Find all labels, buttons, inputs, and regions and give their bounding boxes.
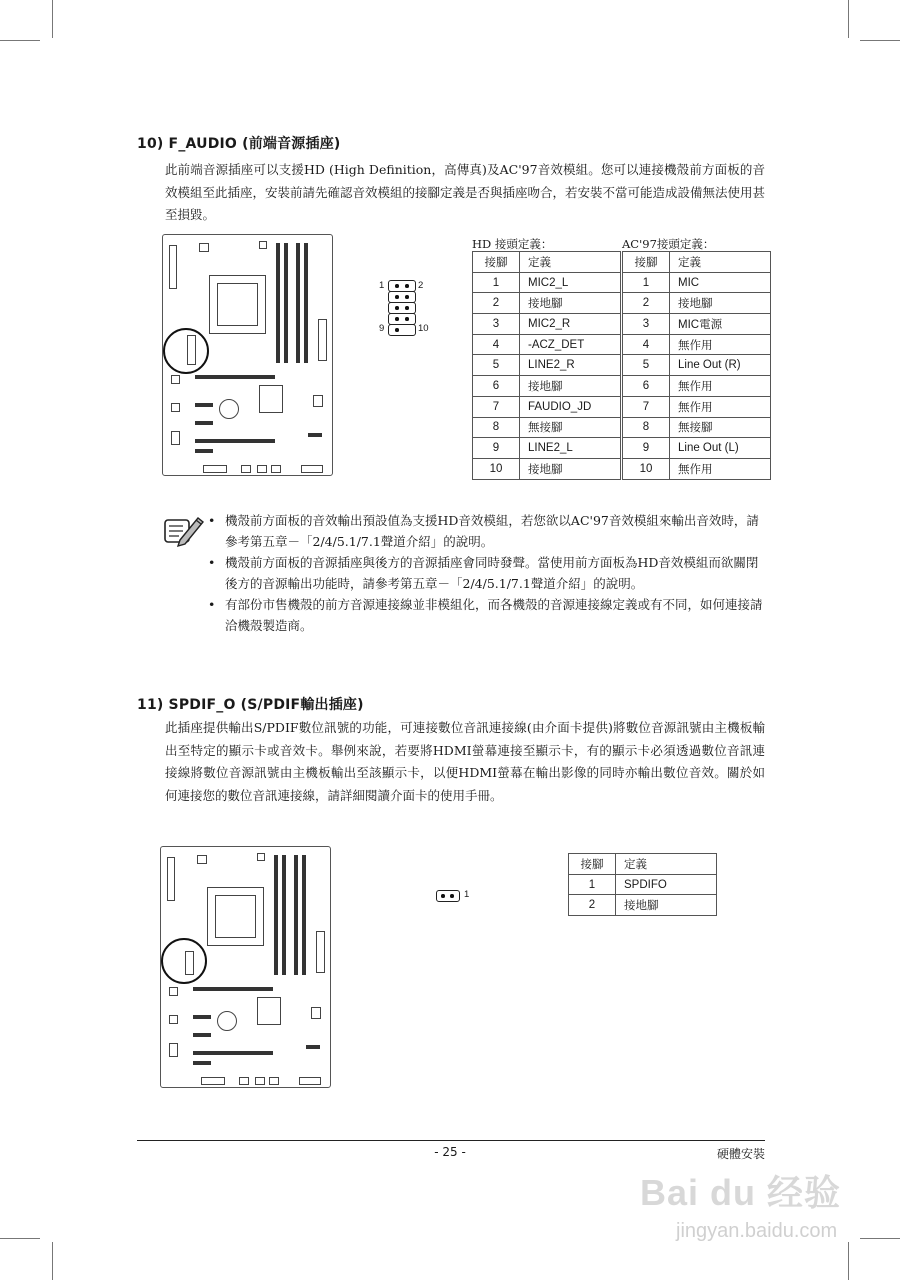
- table-row: [623, 293, 771, 314]
- ac97-table-caption: AC'97接頭定義：: [622, 237, 715, 251]
- table-row: [473, 272, 621, 293]
- pin-definition: Line Out (R): [670, 355, 771, 376]
- pin-definition: 接地腳: [670, 293, 771, 314]
- pin-number: 4: [473, 334, 520, 355]
- pin-label-2: 2: [418, 280, 424, 291]
- footer-divider: [137, 1140, 765, 1141]
- section-title-spdif: 11) SPDIF_O (S/PDIF輸出插座): [137, 697, 364, 713]
- f-audio-description: 此前端音源插座可以支援HD (High Definition，高傳真)及AC'97音效模組。您可以連接機殼前方面板的音效模組至此插座，安裝前請先確認音效模組的接腳定義是否與插座吻合，若安裝不當可能造成設備無法使用甚至損毀。: [165, 162, 766, 222]
- pin-definition: MIC: [670, 272, 771, 293]
- pin-definition: LINE2_L: [520, 438, 621, 459]
- pin-definition: FAUDIO_JD: [520, 396, 621, 417]
- pin-definition: MIC電源: [670, 314, 771, 335]
- pin-label-9: 9: [379, 323, 385, 334]
- pin-definition: 接地腳: [520, 376, 621, 397]
- pin-number: 1: [473, 272, 520, 293]
- pin-number: 6: [473, 376, 520, 397]
- pin-number: 7: [623, 396, 670, 417]
- table-row: [623, 376, 771, 397]
- list-item: • 機殼前方面板的音效輸出預設值為支援HD音效模組，若您欲以AC'97音效模組來輸出音效時，請參考第五章－「2/4/5.1/7.1聲道介紹」的說明。: [205, 510, 767, 552]
- table-row: [623, 334, 771, 355]
- table-row: [623, 355, 771, 376]
- pin-number: 5: [473, 355, 520, 376]
- table-row: [473, 355, 621, 376]
- header-definition: 定義: [670, 252, 771, 273]
- pin-number: 5: [623, 355, 670, 376]
- spdif-pin-label-1: 1: [464, 889, 470, 900]
- spdif-pin-table: [568, 853, 717, 916]
- pin-number: 10: [623, 458, 670, 479]
- table-row: [623, 458, 771, 479]
- table-row: [473, 458, 621, 479]
- header-definition: 定義: [520, 252, 621, 273]
- hd-pin-table: [472, 251, 621, 480]
- table-row: [473, 376, 621, 397]
- pin-definition: 無作用: [670, 334, 771, 355]
- table-row: [473, 417, 621, 438]
- crop-mark: [848, 0, 849, 38]
- watermark-brand: Bai du 经验: [640, 1172, 842, 1213]
- footer-section-name: 硬體安裝: [716, 1147, 765, 1161]
- page-number: - 25 -: [434, 1145, 466, 1159]
- pin-number: 4: [623, 334, 670, 355]
- pin-number: 3: [623, 314, 670, 335]
- baidu-jingyan-watermark: [640, 1165, 870, 1265]
- table-row: [473, 314, 621, 335]
- crop-mark: [860, 40, 900, 41]
- pin-definition: 無作用: [670, 376, 771, 397]
- pin-definition: 無接腳: [520, 417, 621, 438]
- section-title-f-audio: 10) F_AUDIO (前端音源插座): [137, 136, 341, 152]
- header-pin: 接腳: [473, 252, 520, 273]
- pin-definition: MIC2_R: [520, 314, 621, 335]
- table-header-row: [569, 854, 717, 875]
- table-row: [473, 438, 621, 459]
- table-row: [623, 438, 771, 459]
- pin-definition: -ACZ_DET: [520, 334, 621, 355]
- table-row: [473, 334, 621, 355]
- pin-number: 7: [473, 396, 520, 417]
- pin-definition: 無作用: [670, 396, 771, 417]
- pin-definition: SPDIFO: [616, 874, 717, 895]
- pin-definition: Line Out (L): [670, 438, 771, 459]
- table-row: [569, 874, 717, 895]
- pin-number: 1: [623, 272, 670, 293]
- watermark-url: jingyan.baidu.com: [676, 1220, 838, 1242]
- crop-mark: [52, 0, 53, 38]
- pin-number: 2: [473, 293, 520, 314]
- f-audio-connector-icon: [388, 280, 416, 336]
- pin-definition: LINE2_R: [520, 355, 621, 376]
- pin-label-1: 1: [379, 280, 385, 291]
- table-header-row: [473, 252, 621, 273]
- table-row: [623, 417, 771, 438]
- table-row: [569, 895, 717, 916]
- pin-number: 8: [623, 417, 670, 438]
- pin-definition: 接地腳: [616, 895, 717, 916]
- f-audio-notes: [205, 510, 767, 636]
- pin-definition: MIC2_L: [520, 272, 621, 293]
- pin-number: 6: [623, 376, 670, 397]
- table-row: [623, 314, 771, 335]
- pin-number: 3: [473, 314, 520, 335]
- pin-number: 1: [569, 874, 616, 895]
- pin-number: 2: [569, 895, 616, 916]
- pin-number: 10: [473, 458, 520, 479]
- note-pencil-icon: [162, 512, 206, 548]
- crop-mark: [52, 1242, 53, 1280]
- table-row: [623, 396, 771, 417]
- f-audio-location-highlight: [163, 328, 209, 374]
- table-row: [473, 396, 621, 417]
- header-definition: 定義: [616, 854, 717, 875]
- ac97-pin-table: [622, 251, 771, 480]
- pin-definition: 無接腳: [670, 417, 771, 438]
- header-pin: 接腳: [569, 854, 616, 875]
- crop-mark: [0, 40, 40, 41]
- spdif-location-highlight: [161, 938, 207, 984]
- crop-mark: [0, 1238, 40, 1239]
- list-item: • 機殼前方面板的音源插座與後方的音源插座會同時發聲。當使用前方面板為HD音效模組而欲關閉後方的音源輸出功能時，請參考第五章－「2/4/5.1/7.1聲道介紹」的說明。: [205, 552, 767, 594]
- pin-number: 8: [473, 417, 520, 438]
- pin-label-10: 10: [418, 323, 429, 334]
- pin-definition: 接地腳: [520, 293, 621, 314]
- pin-definition: 無作用: [670, 458, 771, 479]
- list-item: • 有部份市售機殼的前方音源連接線並非模組化，而各機殼的音源連接線定義或有不同，如何連接請洽機殼製造商。: [205, 594, 767, 636]
- spdif-description: 此插座提供輸出S/PDIF數位訊號的功能，可連接數位音訊連接線(由介面卡提供)將數位音源訊號由主機板輸出至特定的顯示卡或音效卡。舉例來說，若要將HDMI螢幕連接至顯示卡，有的顯示卡必須透過數位音訊連接線將數位音源訊號由主機板輸出至該顯示卡，以便HDMI螢幕在輸出影像的同時亦輸出數位音效。關於如何連接您的數位音訊連接線，請詳細閱讀介面卡的使用手冊。: [165, 720, 765, 803]
- pin-number: 9: [623, 438, 670, 459]
- pin-number: 9: [473, 438, 520, 459]
- hd-table-caption: HD 接頭定義：: [472, 237, 553, 251]
- table-row: [473, 293, 621, 314]
- pin-number: 2: [623, 293, 670, 314]
- table-header-row: [623, 252, 771, 273]
- pin-definition: 接地腳: [520, 458, 621, 479]
- header-pin: 接腳: [623, 252, 670, 273]
- table-row: [623, 272, 771, 293]
